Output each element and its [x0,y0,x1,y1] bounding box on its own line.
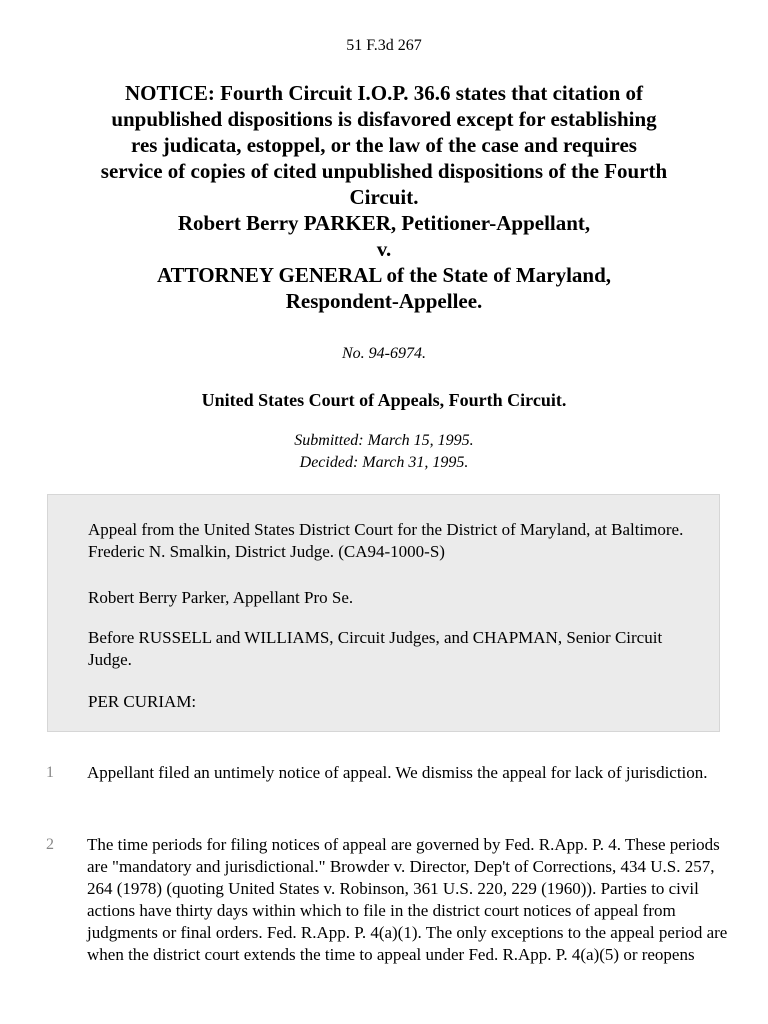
notice-line: NOTICE: Fourth Circuit I.O.P. 36.6 states that citation of [125,81,643,105]
counsel-text: Robert Berry Parker, Appellant Pro Se. [88,588,354,607]
notice-line: res judicata, estoppel, or the law of the case and requires [131,133,637,157]
paragraph-number: 2 [46,836,54,853]
court-name: United States Court of Appeals, Fourth Circuit. [201,390,567,410]
case-citation: 51 F.3d 267 [346,37,422,54]
per-curiam-label: PER CURIAM: [88,692,197,711]
paragraph-number: 1 [46,764,54,781]
case-caption [40,80,728,314]
decided-date: Decided: March 31, 1995. [299,454,469,471]
respondent-role-line: Respondent-Appellee. [285,289,483,313]
respondent-line: ATTORNEY GENERAL of the State of Maryland, [156,263,612,287]
notice-line: service of copies of cited unpublished dispositions of the Fourth [100,159,668,183]
panel-text: Before RUSSELL and WILLIAMS, Circuit Judges, and CHAPMAN, Senior Circuit Judge. [88,628,663,669]
paragraph-text: The time periods for filing notices of appeal are governed by Fed. R.App. P. 4. These periods are "mandatory and jurisdictional." Browder v. Director, Dep't of Corrections, 434 U.S. 257, 264 (1978) (quoting United States v. Robinson, 361 U.S. 220, 229 (1960)). Parties to civil actions have thirty days within which to file in the district court notices of appeal from judgments or final orders. Fed. R.App. P. 4(a)(1). The only exceptions to the appeal period are when the district court extends the time to appeal under Fed. R.App. P. 4(a)(5) or reopens [87,835,728,964]
submitted-date: Submitted: March 15, 1995. [294,432,474,449]
case-dates [0,430,768,474]
versus-line: v. [376,237,392,261]
notice-line: Circuit. [349,185,419,209]
appeal-from-text: Appeal from the United States District Court for the District of Maryland, at Baltimore. Frederic N. Smalkin, District Judge. (CA94-1000-S) [88,520,684,561]
case-summary-box [47,494,720,732]
petitioner-line: Robert Berry PARKER, Petitioner-Appellant, [177,211,591,235]
paragraph-text: Appellant filed an untimely notice of appeal. We dismiss the appeal for lack of jurisdiction. [87,763,708,782]
docket-number: No. 94-6974. [342,345,426,362]
notice-line: unpublished dispositions is disfavored except for establishing [111,107,657,131]
